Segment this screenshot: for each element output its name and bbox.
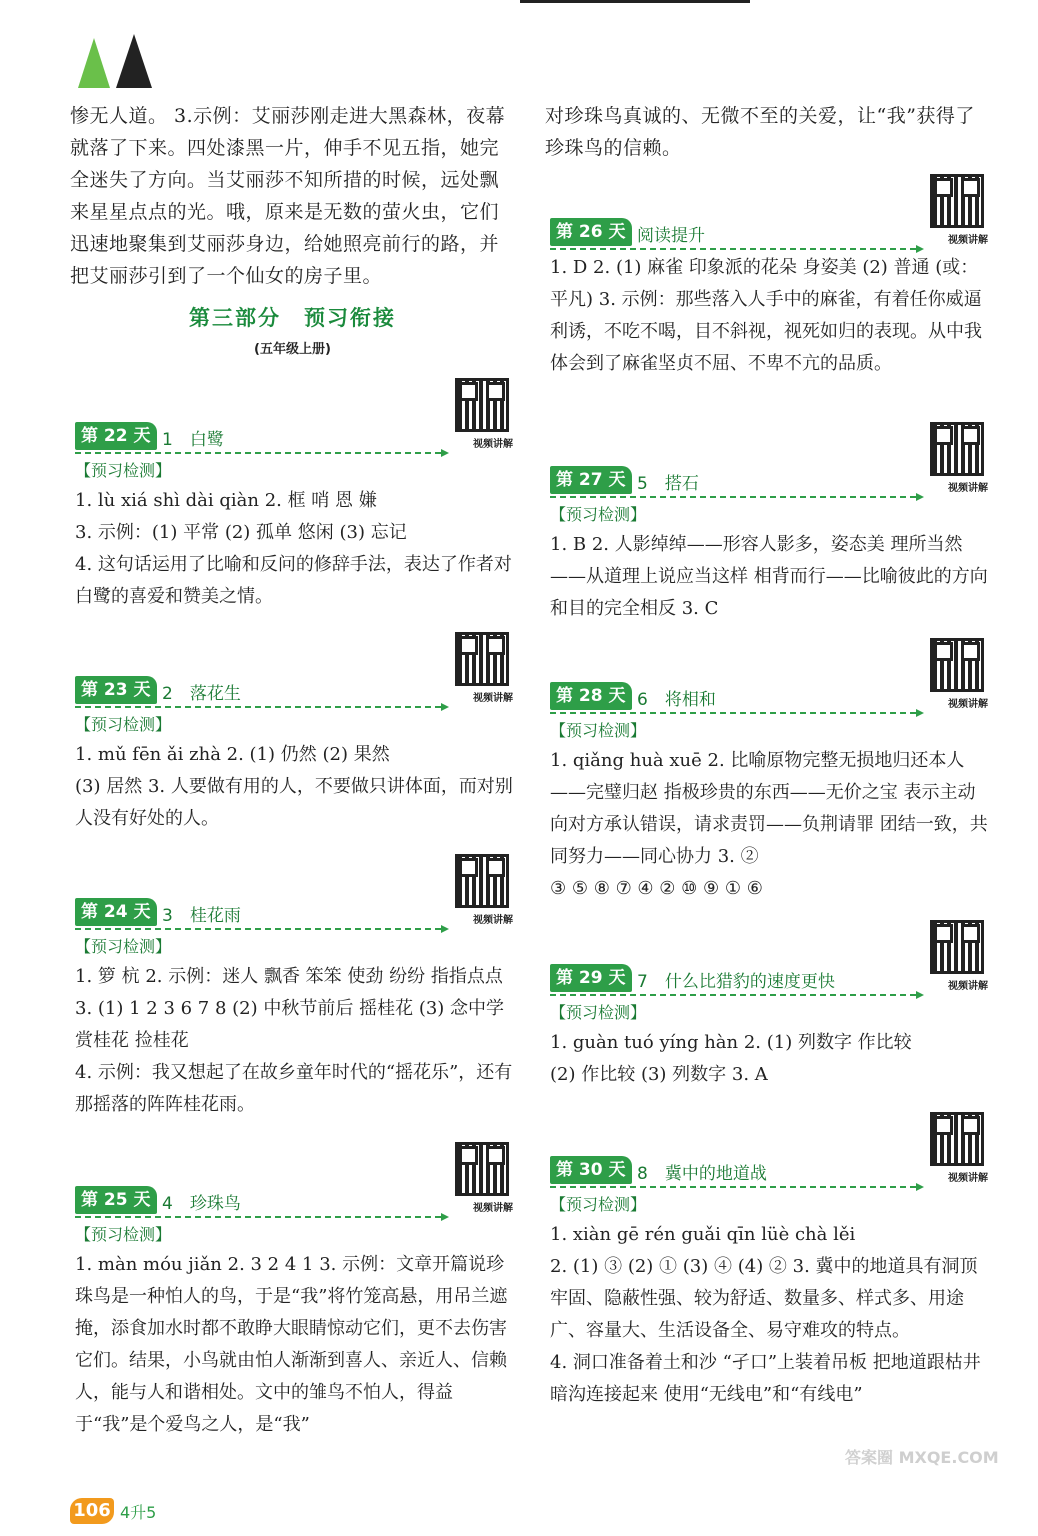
answer-line: 1. màn móu jiǎn 2. 3 2 4 1 3. 示例：文章开篇说珍珠鸟是一种怕人的鸟，于是“我”将竹笼高悬，用吊兰遮掩，添食加水时都不敢睁大眼睛惊动它们，更不去伤害它们。结果，小鸟就由怕人渐渐到喜人、亲近人、信赖人，能与人和谐相处。文中的雏鸟不怕人，得益于“我”是个爱鸟之人，是“我” [75, 1254, 508, 1435]
day-29-header [545, 964, 990, 998]
dashed-rule [75, 928, 441, 930]
qr-code-icon[interactable] [930, 1112, 984, 1166]
tree-decoration-icon [72, 32, 162, 92]
day-26-header [545, 218, 990, 252]
qr-code-icon[interactable] [930, 638, 984, 692]
qr-label: 视频讲解 [948, 235, 988, 246]
section-tag: 【预习检测】 [75, 1225, 172, 1244]
right-intro [545, 100, 990, 164]
qr-label: 视频讲解 [473, 693, 513, 704]
day-24-section [70, 898, 515, 1121]
qr-code-icon[interactable] [930, 174, 984, 228]
section-tag: 【预习检测】 [550, 1003, 647, 1022]
qr-code-icon[interactable] [930, 920, 984, 974]
answer-line: (3) 居然 3. 人要做有用的人，不要做只讲体面，而对别人没有好处的人。 [75, 776, 513, 829]
qr-code-icon[interactable] [455, 632, 509, 686]
day-25-header [70, 1186, 515, 1220]
answer-line: 4. 这句话运用了比喻和反问的修辞手法，表达了作者对白鹭的喜爱和赞美之情。 [75, 554, 512, 607]
answer-line: (2) 作比较 (3) 列数字 3. A [550, 1064, 768, 1085]
dashed-rule [75, 1216, 441, 1218]
qr-code-icon[interactable] [455, 854, 509, 908]
qr-code-icon[interactable] [455, 378, 509, 432]
day-24-header [70, 898, 515, 932]
answer-line: ③ ⑤ ⑧ ⑦ ④ ② ⑩ ⑨ ① ⑥ [550, 878, 763, 899]
day-26-title: 阅读提升 [637, 226, 705, 246]
dashed-rule [550, 496, 916, 498]
day-25-title: 4 珍珠鸟 [162, 1194, 241, 1214]
left-intro [70, 100, 515, 292]
part-title: 第三部分 预习衔接 [189, 306, 396, 330]
answer-line: 1. mǔ fēn ǎi zhà 2. (1) 仍然 (2) 果然 [75, 744, 390, 765]
answer-line: 1. D 2. (1) 麻雀 印象派的花朵 身姿美 (2) 普通 (或：平凡) 3. 示例：那些落入人手中的麻雀，有着任你威逼利诱，不吃不喝，目不斜视，视死如归的表现。从中我体会到了麻雀坚贞不屈、不卑不亢的品质。 [550, 257, 982, 374]
day-27-section [545, 466, 990, 625]
qr-label: 视频讲解 [948, 483, 988, 494]
section-tag: 【预习检测】 [550, 721, 647, 740]
day-30-title: 8 冀中的地道战 [637, 1164, 767, 1184]
dashed-rule [550, 1186, 916, 1188]
dashed-rule [75, 706, 441, 708]
section-tag: 【预习检测】 [75, 715, 172, 734]
day-25-badge: 第 25 天 [75, 1186, 157, 1214]
day-27-title: 5 搭石 [637, 474, 699, 494]
day-22-section [70, 422, 515, 613]
qr-label: 视频讲解 [473, 439, 513, 450]
day-22-title: 1 白鹭 [162, 430, 224, 450]
qr-label: 视频讲解 [948, 981, 988, 992]
day-30-header [545, 1156, 990, 1190]
day-23-title: 2 落花生 [162, 684, 241, 704]
qr-label: 视频讲解 [948, 1173, 988, 1184]
part-subtitle: (五年级上册) [254, 342, 331, 357]
qr-code-icon[interactable] [455, 1142, 509, 1196]
qr-code-icon[interactable] [930, 422, 984, 476]
part-header [70, 302, 515, 357]
answer-line: 1. qiǎng huà xuē 2. 比喻原物完整无损地归还本人——完璧归赵 指极珍贵的东西——无价之宝 表示主动向对方承认错误，请求责罚——负荆请罪 团结一致，共同努力——同心协力 3. ② [550, 750, 988, 867]
day-27-header [545, 466, 990, 500]
answer-line: 1. lù xiá shì dài qiàn 2. 框 哨 恩 嫌 [75, 490, 377, 511]
answer-line: 4. 示例：我又想起了在故乡童年时代的“摇花乐”，还有那摇落的阵阵桂花雨。 [75, 1062, 513, 1115]
day-29-title: 7 什么比猎豹的速度更快 [637, 972, 835, 992]
day-25-section [70, 1186, 515, 1441]
day-29-badge: 第 29 天 [550, 964, 632, 992]
day-26-badge: 第 26 天 [550, 218, 632, 246]
answer-line: 1. xiàn gē rén guǎi qīn lüè chà lěi [550, 1224, 856, 1245]
day-24-title: 3 桂花雨 [162, 906, 241, 926]
top-rule [520, 0, 750, 3]
grade-label: 4升5 [120, 1503, 157, 1522]
section-tag: 【预习检测】 [75, 461, 172, 480]
answer-line: 4. 洞口准备着土和沙 “孑口”上装着吊板 把地道跟枯井暗沟连接起来 使用“无线电”和“有线电” [550, 1352, 981, 1405]
section-tag: 【预习检测】 [550, 505, 647, 524]
day-24-badge: 第 24 天 [75, 898, 157, 926]
answer-line: 1. B 2. 人影绰绰——形容人影多，姿态美 理所当然——从道理上说应当这样 相背而行——比喻彼此的方向和目的完全相反 3. C [550, 534, 988, 619]
day-28-header [545, 682, 990, 716]
answer-line: 1. guàn tuó yíng hàn 2. (1) 列数字 作比较 [550, 1032, 912, 1053]
qr-label: 视频讲解 [473, 915, 513, 926]
day-23-section [70, 676, 515, 835]
dashed-rule [75, 452, 441, 454]
day-22-badge: 第 22 天 [75, 422, 157, 450]
answer-line: 3. 示例：(1) 平常 (2) 孤单 悠闲 (3) 忘记 [75, 522, 407, 543]
dashed-rule [550, 712, 916, 714]
dashed-rule [550, 248, 916, 250]
dashed-rule [550, 994, 916, 996]
day-26-section [545, 218, 990, 380]
day-28-section [545, 682, 990, 905]
qr-label: 视频讲解 [473, 1203, 513, 1214]
day-30-section [545, 1156, 990, 1411]
day-30-badge: 第 30 天 [550, 1156, 632, 1184]
day-28-badge: 第 28 天 [550, 682, 632, 710]
right-intro-text: 对珍珠鸟真诚的、无微不至的关爱，让“我”获得了珍珠鸟的信赖。 [545, 105, 975, 159]
day-23-header [70, 676, 515, 710]
answer-line: 2. (1) ③ (2) ① (3) ④ (4) ② 3. 冀中的地道具有洞顶牢固、隐蔽性强、较为舒适、数量多、样式多、用途广、容量大、生活设备全、易守难攻的特点。 [550, 1256, 978, 1341]
page-number: 106 [70, 1498, 114, 1524]
watermark: 答案圈 MXQE.COM [845, 1448, 999, 1467]
day-23-badge: 第 23 天 [75, 676, 157, 704]
day-29-section [545, 964, 990, 1091]
day-22-header [70, 422, 515, 456]
left-intro-text: 惨无人道。 3.示例：艾丽莎刚走进大黑森林，夜幕就落了下来。四处漆黑一片，伸手不见五指，她完全迷失了方向。当艾丽莎不知所措的时候，远处飘来星星点点的光。哦，原来是无数的萤火虫，它们迅速地聚集到艾丽莎身边，给她照亮前行的路，并把艾丽莎引到了一个仙女的房子里。 [70, 105, 506, 287]
answer-line: 1. 箩 杭 2. 示例：迷人 飘香 笨笨 使劲 纷纷 指指点点 3. (1) 1 2 3 6 7 8 (2) 中秋节前后 摇桂花 (3) 念中学 赏桂花 捡桂花 [75, 966, 505, 1051]
day-28-title: 6 将相和 [637, 690, 716, 710]
qr-label: 视频讲解 [948, 699, 988, 710]
section-tag: 【预习检测】 [550, 1195, 647, 1214]
section-tag: 【预习检测】 [75, 937, 172, 956]
day-27-badge: 第 27 天 [550, 466, 632, 494]
